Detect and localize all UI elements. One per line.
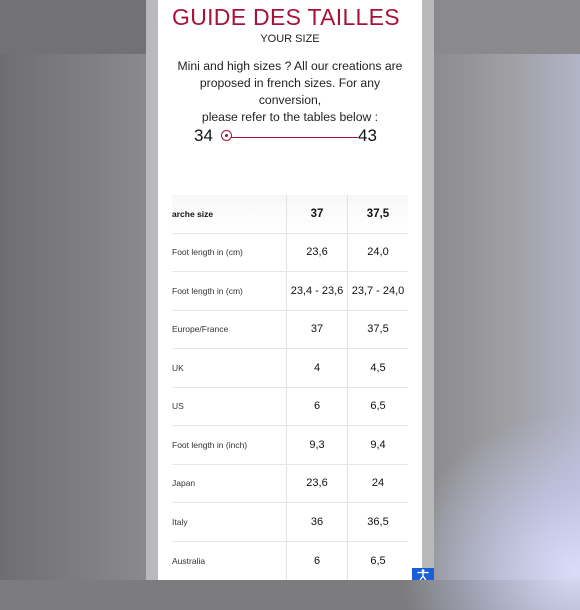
- table-row: [172, 542, 408, 581]
- table-row: [172, 465, 408, 504]
- panel-frame-right: [422, 0, 434, 580]
- table-row: [172, 311, 408, 350]
- row-label: Japan: [172, 478, 196, 489]
- slider-min-label: 34: [194, 126, 213, 145]
- row-value: 37,5: [347, 311, 408, 349]
- background-right-strip: [434, 0, 580, 54]
- panel-frame-left: [146, 0, 158, 580]
- row-value: 36: [286, 503, 347, 541]
- header-value: 37,5: [347, 195, 408, 233]
- row-value: 23,6: [286, 234, 347, 272]
- table-row: [172, 503, 408, 542]
- intro-line: proposed in french sizes. For any conversion,: [199, 76, 381, 107]
- row-value: 9,3: [286, 426, 347, 464]
- slider-handle[interactable]: [221, 130, 232, 141]
- row-value: 36,5: [347, 503, 408, 541]
- row-value: 37: [286, 311, 347, 349]
- table-row: [172, 388, 408, 427]
- page-title: GUIDE DES TAILLES: [172, 4, 400, 30]
- row-value: 6: [286, 542, 347, 581]
- row-value: 23,7 - 24,0: [347, 272, 408, 310]
- header-label: arche size: [172, 208, 214, 219]
- table-row: [172, 234, 408, 273]
- size-guide-panel: [158, 0, 422, 580]
- row-label: Foot length in (cm): [172, 247, 243, 258]
- row-label: UK: [172, 362, 184, 373]
- row-label: Foot length in (cm): [172, 285, 243, 296]
- row-value: 24,0: [347, 234, 408, 272]
- row-value: 4: [286, 349, 347, 387]
- intro-line: Mini and high sizes ? All our creations are: [177, 59, 403, 73]
- accessibility-icon: [417, 569, 429, 580]
- row-value: 6: [286, 388, 347, 426]
- row-value: 23,6: [286, 465, 347, 503]
- slider-track[interactable]: [228, 137, 358, 138]
- row-value: 6,5: [347, 388, 408, 426]
- intro-line: please refer to the tables below :: [201, 110, 379, 124]
- table-header-row: [172, 195, 408, 234]
- header-value: 37: [286, 195, 347, 233]
- row-value: 9,4: [347, 426, 408, 464]
- slider-max-label: 43: [358, 126, 377, 145]
- row-value: 23,4 - 23,6: [286, 272, 347, 310]
- background-right: [434, 0, 580, 580]
- row-value: 24: [347, 465, 408, 503]
- row-label: Europe/France: [172, 324, 229, 335]
- background-left: [0, 0, 146, 580]
- row-value: 6,5: [347, 542, 408, 581]
- table-row: [172, 349, 408, 388]
- row-label: Australia: [172, 555, 206, 566]
- row-label: Foot length in (inch): [172, 439, 248, 450]
- intro-text: [172, 58, 408, 126]
- size-table: [172, 195, 408, 580]
- row-value: 4,5: [347, 349, 408, 387]
- size-slider[interactable]: [158, 124, 422, 152]
- page-subtitle: YOUR SIZE: [260, 33, 320, 45]
- table-row: [172, 426, 408, 465]
- row-label: Italy: [172, 516, 188, 527]
- table-row: [172, 272, 408, 311]
- row-label: US: [172, 401, 184, 412]
- background-left-strip: [0, 0, 146, 54]
- accessibility-button[interactable]: [412, 568, 434, 580]
